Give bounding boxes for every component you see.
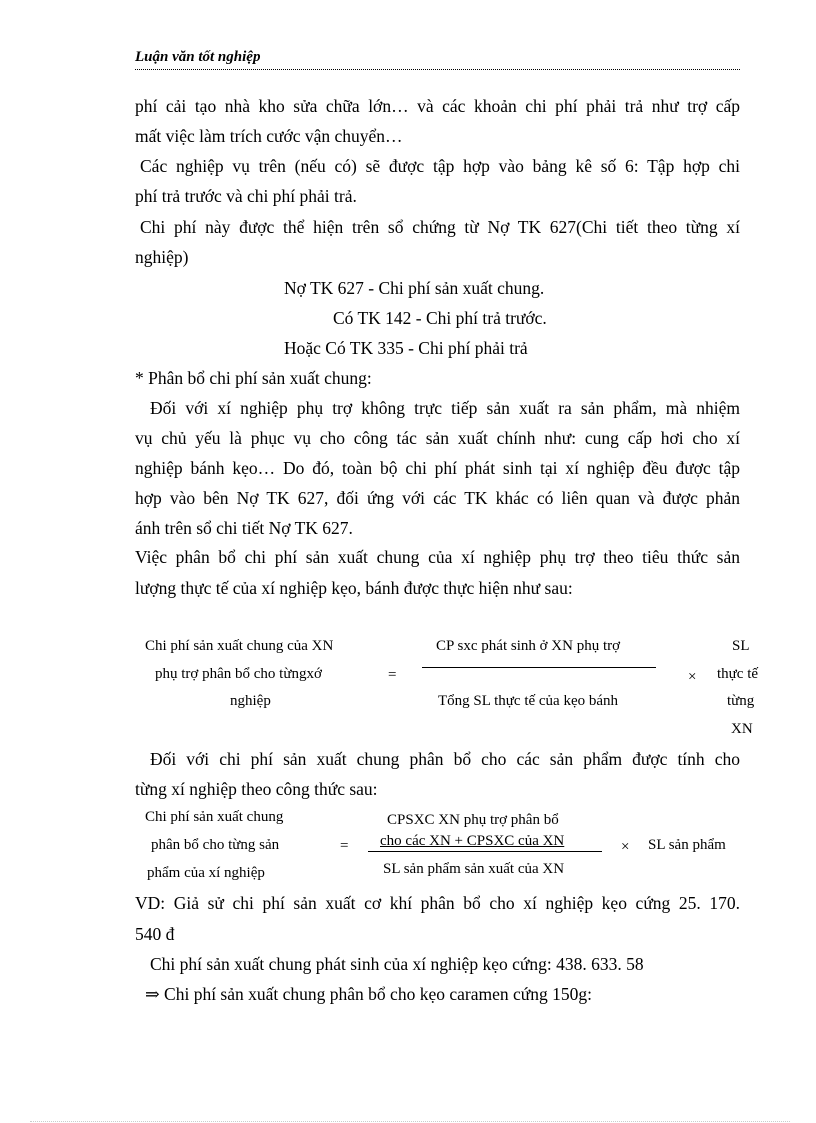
multiply-sign: ×: [688, 669, 697, 685]
formula-lhs-line: Chi phí sản xuất chung: [145, 809, 284, 825]
formula-rhs-line: SL: [732, 638, 750, 654]
paragraph-line: Đối với chi phí sản xuất chung phân bổ cho các sản phẩm được tính cho: [150, 749, 740, 769]
formula-lhs-line: phân bổ cho từng sản: [151, 837, 280, 853]
paragraph-line: Việc phân bổ chi phí sản xuất chung của xí nghiệp phụ trợ theo tiêu thức sản: [135, 547, 740, 567]
formula-lhs-line: nghiệp: [230, 693, 271, 709]
paragraph-line: mất việc làm trích cước vận chuyển…: [135, 126, 403, 146]
paragraph-line: 540 đ: [135, 924, 175, 944]
formula-lhs-line: phụ trợ phân bổ cho từngxớ: [155, 666, 322, 682]
paragraph-line: ⇒ Chi phí sản xuất chung phân bổ cho kẹo caramen cứng 150g:: [145, 984, 592, 1004]
formula-lhs-line: Chi phí sản xuất chung của XN: [145, 638, 334, 654]
formula-lhs-line: phẩm của xí nghiệp: [147, 865, 265, 881]
paragraph-line: lượng thực tế của xí nghiệp kẹo, bánh được thực hiện như sau:: [135, 578, 573, 598]
paragraph-line: từng xí nghiệp theo công thức sau:: [135, 779, 378, 799]
paragraph-line: nghiệp): [135, 247, 189, 267]
formula-numerator: CP sxc phát sinh ở XN phụ trợ: [436, 638, 621, 654]
paragraph-line: Các nghiệp vụ trên (nếu có) sẽ được tập hợp vào bảng kê số 6: Tập hợp chi: [140, 156, 740, 176]
paragraph-line: ánh trên sổ chi tiết Nợ TK 627.: [135, 518, 353, 538]
equals-sign: =: [388, 667, 397, 683]
formula-rhs-line: từng: [727, 693, 755, 709]
formula-rhs-line: XN: [731, 721, 753, 737]
formula-denominator: SL sản phẩm sản xuất của XN: [383, 861, 565, 877]
paragraph-line: VD: Giả sử chi phí sản xuất cơ khí phân bổ cho xí nghiệp kẹo cứng 25. 170.: [135, 893, 740, 913]
paragraph-line: vụ chủ yếu là phục vụ cho công tác sản xuất chính như: cung cấp hơi cho xí: [135, 428, 740, 448]
formula-numerator: CPSXC XN phụ trợ phân bổ: [387, 812, 559, 828]
section-title: * Phân bổ chi phí sản xuất chung:: [135, 368, 372, 388]
paragraph-line: Chi phí sản xuất chung phát sinh của xí nghiệp kẹo cứng: 438. 633. 58: [150, 954, 644, 974]
formula-numerator: cho các XN + CPSXC của XN: [380, 833, 565, 849]
fraction-bar: [422, 667, 656, 668]
formula-rhs-line: thực tế: [717, 666, 759, 682]
multiply-sign: ×: [621, 839, 630, 855]
accounting-entry-credit: Có TK 142 - Chi phí trả trước.: [333, 308, 547, 328]
paragraph-line: hợp vào bên Nợ TK 627, đối ứng với các TK khác có liên quan và được phản: [135, 488, 740, 508]
paragraph-line: nghiệp bánh kẹo… Do đó, toàn bộ chi phí phát sinh tại xí nghiệp đều được tập: [135, 458, 740, 478]
formula-rhs: SL sản phẩm: [648, 837, 726, 853]
accounting-entry-alt-credit: Hoặc Có TK 335 - Chi phí phải trả: [284, 338, 528, 358]
paragraph-line: phí trả trước và chi phí phải trả.: [135, 186, 357, 206]
accounting-entry-debit: Nợ TK 627 - Chi phí sản xuất chung.: [284, 278, 545, 298]
paragraph-line: phí cải tạo nhà kho sửa chữa lớn… và các khoản chi phí phải trả như trợ cấp: [135, 96, 740, 116]
fraction-bar: [368, 851, 602, 852]
equals-sign: =: [340, 838, 349, 854]
formula-denominator: Tổng SL thực tế của kẹo bánh: [438, 693, 619, 709]
paragraph-line: Chi phí này được thể hiện trên sổ chứng từ Nợ TK 627(Chi tiết theo từng xí: [140, 217, 740, 237]
page-header: Luận văn tốt nghiệp: [135, 49, 740, 70]
page-bottom-divider: [30, 1121, 790, 1122]
paragraph-line: Đối với xí nghiệp phụ trợ không trực tiếp sản xuất ra sản phẩm, mà nhiệm: [150, 398, 740, 418]
